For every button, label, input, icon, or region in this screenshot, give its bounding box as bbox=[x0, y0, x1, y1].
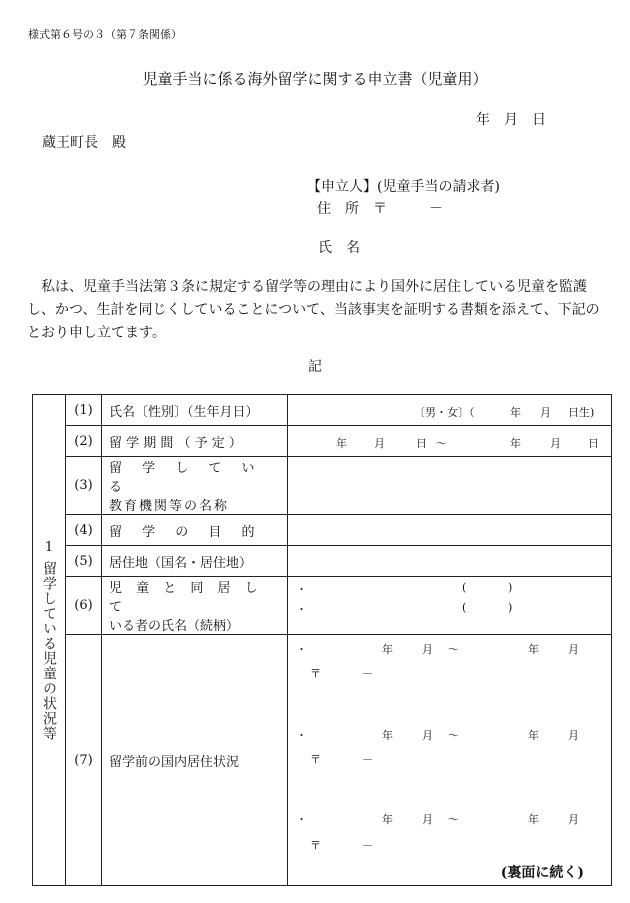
row-number: (1) bbox=[66, 395, 102, 426]
table-row bbox=[33, 577, 612, 635]
year-label: 年 bbox=[382, 729, 393, 742]
table-row bbox=[33, 515, 612, 546]
row-number: (2) bbox=[66, 426, 102, 457]
year-label: 年 bbox=[382, 643, 393, 656]
row-label: 留 学 し て い る 教育機関等の名称 bbox=[102, 457, 288, 515]
document-title: 児童手当に係る海外留学に関する申立書（児童用） bbox=[142, 70, 488, 88]
dash: － bbox=[362, 839, 373, 852]
tilde: ～ bbox=[448, 813, 459, 826]
day-label: 日 bbox=[588, 437, 599, 450]
table-row bbox=[33, 395, 612, 426]
month-label: 月 bbox=[568, 729, 579, 742]
paren-open: ( bbox=[462, 581, 467, 594]
row-label: 児 童 と 同 居 し て いる者の氏名（続柄） bbox=[102, 577, 288, 635]
month-label: 月 bbox=[568, 813, 579, 826]
year-label: 年 bbox=[528, 813, 539, 826]
year-label: 年 bbox=[382, 813, 393, 826]
row-number: (7) bbox=[66, 635, 102, 886]
cohabitant-field[interactable] bbox=[288, 577, 612, 635]
row-label: 氏名〔性別〕（生年月日） bbox=[102, 395, 288, 426]
row-label: 留 学 の 目 的 bbox=[102, 515, 288, 546]
day-label: 日生) bbox=[568, 406, 595, 419]
month-label: 月 bbox=[422, 813, 433, 826]
month-label: 月 bbox=[550, 437, 561, 450]
row-label: 留学前の国内居住状況 bbox=[102, 635, 288, 886]
day-label: 日 bbox=[416, 437, 427, 450]
row-number: (6) bbox=[66, 577, 102, 635]
row-number: (5) bbox=[66, 546, 102, 577]
bullet: ・ bbox=[296, 643, 307, 656]
pre-study-residence-field[interactable] bbox=[288, 635, 612, 886]
child-status-table bbox=[32, 394, 612, 886]
month-label: 月 bbox=[422, 643, 433, 656]
bullet: ・ bbox=[296, 729, 307, 742]
month-label: 月 bbox=[374, 437, 385, 450]
applicant-heading: 【申立人】(児童手当の請求者) bbox=[307, 179, 500, 195]
row-label: 居住地（国名・居住地） bbox=[102, 546, 288, 577]
tilde: ～ bbox=[448, 643, 459, 656]
statement-paragraph: 私は、児童手当法第３条に規定する留学等の理由により国外に居住している児童を監護し、かつ、生計を同じくしていることについて、当該事実を証明する書類を添えて、下記のとおり申し立てます。 bbox=[27, 279, 600, 341]
year-label: 年 bbox=[528, 729, 539, 742]
date-line: 年 月 日 bbox=[476, 112, 546, 128]
row-number: (3) bbox=[66, 457, 102, 515]
year-label: 年 bbox=[336, 437, 347, 450]
residence-field[interactable] bbox=[288, 546, 612, 577]
table-row bbox=[33, 457, 612, 515]
month-label: 月 bbox=[422, 729, 433, 742]
month-label: 月 bbox=[568, 643, 579, 656]
section-cell bbox=[33, 395, 66, 886]
postal-mark: 〒 bbox=[310, 839, 321, 852]
section-title: 留学している児童の状況等 bbox=[41, 560, 57, 741]
year-label: 年 bbox=[510, 437, 521, 450]
month-label: 月 bbox=[540, 406, 551, 419]
section-number: 1 bbox=[44, 539, 54, 555]
paren-close: ) bbox=[508, 581, 513, 594]
gender-choice: 〔男・女〕（ bbox=[414, 406, 475, 419]
name-label: 氏 名 bbox=[318, 240, 360, 256]
paren-close: ) bbox=[508, 601, 513, 614]
institution-name-field[interactable] bbox=[288, 457, 612, 515]
table-row bbox=[33, 635, 612, 886]
form-number: 様式第６号の３（第７条関係） bbox=[28, 28, 182, 41]
row-label: 留 学 期 間 （ 予 定 ） bbox=[102, 426, 288, 457]
continued-note: (裏面に続く) bbox=[500, 865, 584, 881]
table-row bbox=[33, 426, 612, 457]
ki-heading: 記 bbox=[308, 359, 322, 375]
tilde: ～ bbox=[448, 729, 459, 742]
addressee: 蔵王町長 殿 bbox=[42, 135, 126, 151]
postal-mark: 〒 bbox=[310, 667, 321, 680]
name-gender-birthdate-field[interactable] bbox=[288, 395, 612, 426]
bullet: ・ bbox=[296, 603, 307, 616]
study-purpose-field[interactable] bbox=[288, 515, 612, 546]
postal-mark: 〒 bbox=[310, 753, 321, 766]
row-number: (4) bbox=[66, 515, 102, 546]
year-label: 年 bbox=[528, 643, 539, 656]
paren-open: ( bbox=[462, 601, 467, 614]
table-row bbox=[33, 546, 612, 577]
tilde: ～ bbox=[436, 437, 447, 450]
bullet: ・ bbox=[296, 583, 307, 596]
study-period-field[interactable] bbox=[288, 426, 612, 457]
dash: － bbox=[362, 753, 373, 766]
bullet: ・ bbox=[296, 813, 307, 826]
dash: － bbox=[362, 667, 373, 680]
address-label: 住 所 〒 － bbox=[317, 201, 443, 217]
year-label: 年 bbox=[510, 406, 521, 419]
